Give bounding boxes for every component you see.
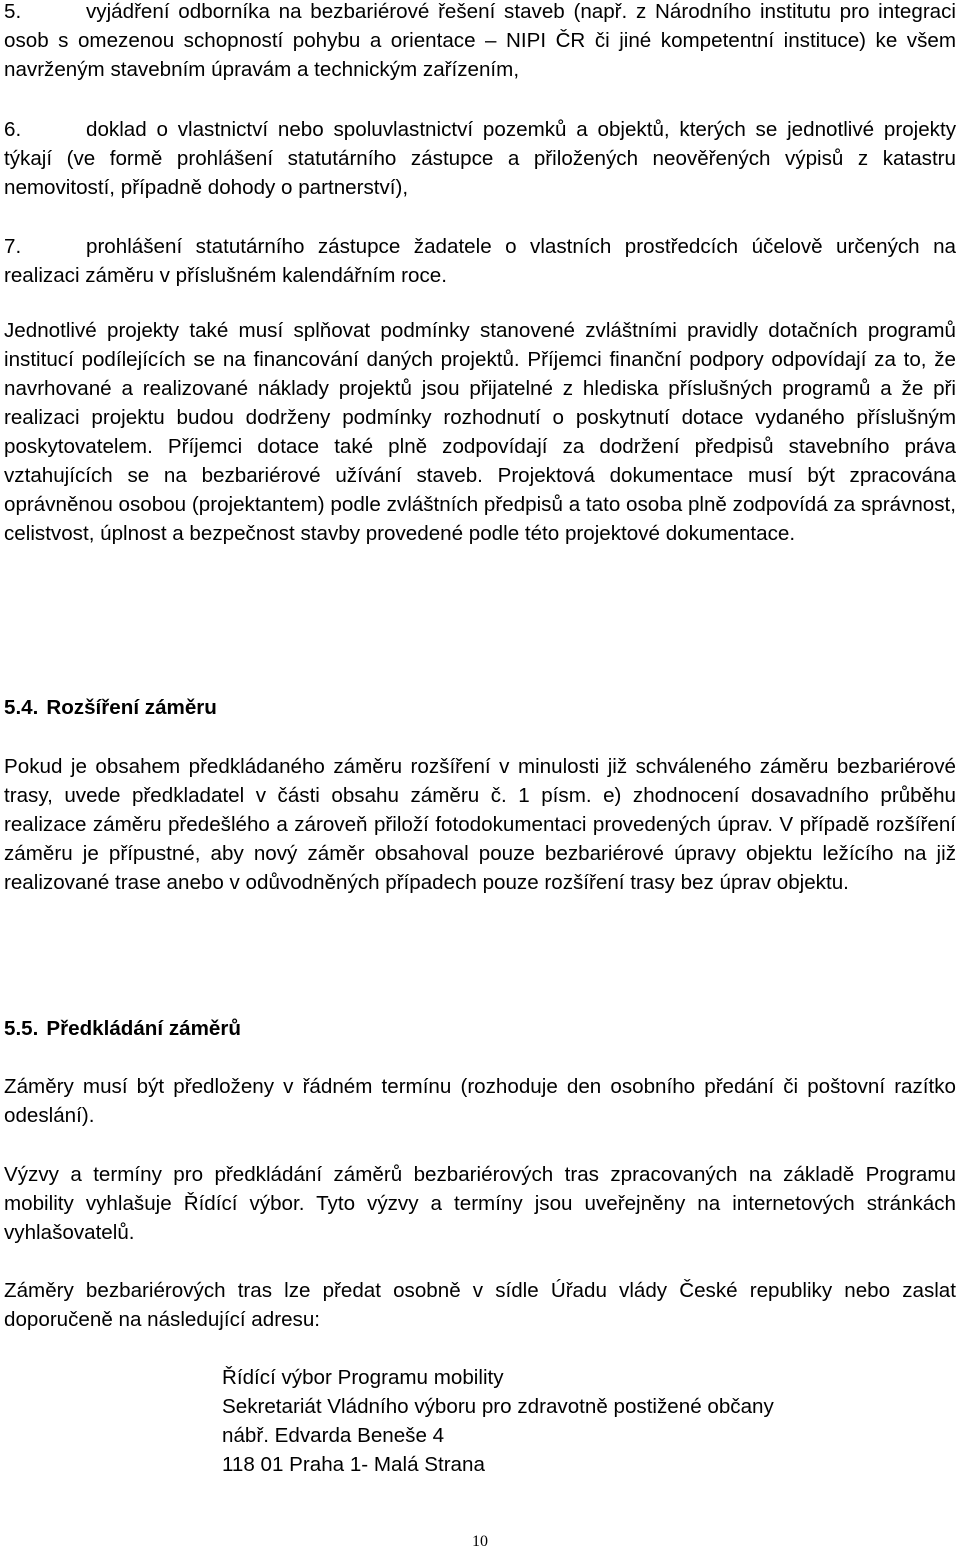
address-line: Sekretariát Vládního výboru pro zdravotně postižené občany [222, 1395, 774, 1418]
list-item-text: prohlášení statutárního zástupce žadatele o vlastních prostředcích účelově určených na realizaci záměru v příslušném kalendářním roce. [4, 235, 956, 287]
list-item-text: doklad o vlastnictví nebo spoluvlastnictví pozemků a objektů, kterých se jednotlivé projekty týkají (ve formě prohlášení statutárního zástupce a přiložených neověřených výpisů z katastru nemovitostí, případně dohody o partnerství), [4, 118, 956, 199]
section-number: 5.5. [4, 1017, 39, 1040]
list-item-text: vyjádření odborníka na bezbariérové řešení staveb (např. z Národního institutu pro integraci osob s omezenou schopností pohybu a orientace – NIPI ČR či jiné kompetentní instituce) ke všem navrženým stavebním úpravám a technickým zařízením, [4, 0, 956, 81]
address-line: nábř. Edvarda Beneše 4 [222, 1424, 445, 1447]
section-heading-5-5 [4, 1014, 241, 1043]
section-heading-5-4 [4, 693, 217, 722]
section-title: Předkládání záměrů [46, 1017, 241, 1040]
conditions-paragraph: Jednotlivé projekty také musí splňovat podmínky stanovené zvláštními pravidly dotačních programů institucí podílejících se na financování daných projektů. Příjemci finanční podpory odpovídají za to, že navrhované a realizované náklady projektů jsou přijatelné z hlediska příslušných programů a že při realizaci projektu budou dodrženy podmínky rozhodnutí o poskytnutí dotace vydaného příslušným poskytovatelem. Příjemci dotace také plně zodpovídají za dodržení předpisů stavebního práva vztahujících se na bezbariérové užívání staveb. Projektová dokumentace musí být zpracována oprávněnou osobou (projektantem) podle zvláštních předpisů a tato osoba plně zodpovídá za správnost, celistvost, úplnost a bezpečnost stavby provedené podle této projektové dokumentace. [4, 319, 956, 545]
section-5-5-paragraph-2: Výzvy a termíny pro předkládání záměrů bezbariérových tras zpracovaných na základě Programu mobility vyhlašuje Řídící výbor. Tyto výzvy a termíny jsou uveřejněny na internetových stránkách vyhlašovatelů. [4, 1163, 956, 1244]
mailing-address [222, 1363, 774, 1479]
list-item-number: 6. [4, 118, 22, 141]
address-line: Řídící výbor Programu mobility [222, 1366, 504, 1389]
list-item [4, 232, 956, 290]
list-item-number: 7. [4, 235, 22, 258]
section-5-5-paragraph-1: Záměry musí být předloženy v řádném termínu (rozhoduje den osobního předání či poštovní razítko odeslání). [4, 1075, 956, 1127]
section-5-5-paragraph-3: Záměry bezbariérových tras lze předat osobně v sídle Úřadu vlády České republiky nebo zaslat doporučeně na následující adresu: [4, 1279, 956, 1331]
page-number: 10 [472, 1533, 488, 1550]
section-title: Rozšíření záměru [46, 696, 217, 719]
list-item [4, 0, 956, 115]
section-number: 5.4. [4, 696, 39, 719]
section-5-4-paragraph: Pokud je obsahem předkládaného záměru rozšíření v minulosti již schváleného záměru bezbariérové trasy, uvede předkladatel v části obsahu záměru č. 1 písm. e) zhodnocení dosavadního průběhu realizace záměru předešlého a zároveň přiloží fotodokumentaci provedených úprav. V případě rozšíření záměru je přípustné, aby nový záměr obsahoval pouze bezbariérové úpravy objektu ležícího na již realizované trase anebo v odůvodněných případech pouze rozšíření trasy bez úprav objektu. [4, 755, 956, 894]
address-line: 118 01 Praha 1- Malá Strana [222, 1453, 485, 1476]
list-item [4, 115, 956, 232]
list-item-number: 5. [4, 0, 22, 23]
requirements-list [4, 0, 956, 290]
